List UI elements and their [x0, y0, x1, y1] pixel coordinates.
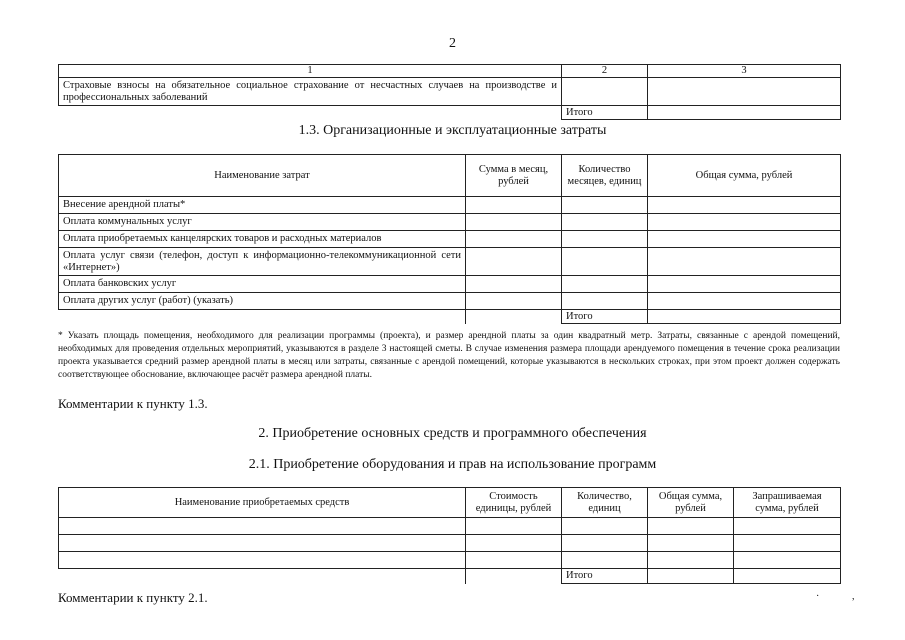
table-cell — [648, 106, 841, 120]
comment-1-3: Комментарии к пункту 1.3. — [58, 396, 208, 411]
table-cell — [466, 276, 562, 293]
row-label: Оплата других услуг (работ) (указать) — [59, 293, 466, 310]
table-cell — [648, 214, 841, 231]
column-number-3: 3 — [648, 65, 841, 78]
table-cell — [466, 214, 562, 231]
table-cell — [562, 78, 648, 106]
table-cell — [466, 552, 562, 569]
header-quantity: Количество, единиц — [562, 488, 648, 518]
table-cell — [562, 214, 648, 231]
table-cell — [648, 197, 841, 214]
table-cell — [466, 197, 562, 214]
scan-mark: · — [816, 591, 820, 602]
empty-cell — [59, 569, 466, 584]
table-cell — [648, 518, 734, 535]
table-cell — [648, 293, 841, 310]
table-cell — [648, 248, 841, 276]
section-title-2-1: 2.1. Приобретение оборудования и прав на использование программ — [248, 457, 657, 472]
table-insurance — [58, 64, 841, 120]
table-cell — [562, 552, 648, 569]
header-months: Количество месяцев, единиц — [562, 155, 648, 197]
table-cell — [466, 248, 562, 276]
table-cell — [562, 276, 648, 293]
row-label: Оплата коммунальных услуг — [59, 214, 466, 231]
table-cell — [734, 535, 841, 552]
section-title-1-3: 1.3. Организационные и эксплуатационные затраты — [298, 123, 607, 138]
page-number: 2 — [449, 36, 456, 51]
table-cell — [648, 552, 734, 569]
table-cell — [648, 535, 734, 552]
table-cell — [648, 569, 734, 584]
header-unit-cost: Стоимость единицы, рублей — [466, 488, 562, 518]
table-cell — [562, 248, 648, 276]
insurance-row-label: Страховые взносы на обязательное социальное страхование от несчастных случаев на производстве и профессиональных заболеваний — [59, 78, 562, 106]
table-cell — [562, 293, 648, 310]
empty-cell — [59, 310, 466, 324]
table-cell — [562, 535, 648, 552]
empty-cell — [59, 106, 562, 120]
table-cell — [59, 552, 466, 569]
table-cell — [466, 535, 562, 552]
table-equipment — [58, 487, 841, 584]
header-total: Общая сумма, рублей — [648, 155, 841, 197]
table-cell — [59, 535, 466, 552]
table-operating-costs — [58, 154, 841, 324]
table-cell — [648, 78, 841, 106]
row-label: Оплата банковских услуг — [59, 276, 466, 293]
row-label: Оплата приобретаемых канцелярских товаров и расходных материалов — [59, 231, 466, 248]
header-cost-name: Наименование затрат — [59, 155, 466, 197]
table-cell — [648, 231, 841, 248]
table-cell — [734, 518, 841, 535]
scan-mark: , — [852, 591, 855, 602]
column-number-1: 1 — [59, 65, 562, 78]
table-cell — [648, 276, 841, 293]
empty-cell — [466, 310, 562, 324]
row-label: Внесение арендной платы* — [59, 197, 466, 214]
footnote: * Указать площадь помещения, необходимого для реализации программы (проекта), и размер арендной платы за один квадратный метр. Затраты, связанные с арендой помещений, необходимых для проведения отдельных мероприятий, указываются в разделе 3 настоящей сметы. В случае изменения размера площади арендуемого помещения в течение срока реализации проекта указывается средний размер арендной платы в месяц или затраты, связанные с арендой помещений, которые указываются в нескольких строках, при этом проект должен содержать соответствующее обоснование, включающее расчёт размера арендной платы. — [58, 331, 840, 380]
table-cell — [562, 518, 648, 535]
header-total-sum: Общая сумма, рублей — [648, 488, 734, 518]
table-cell — [734, 569, 841, 584]
table-cell — [648, 310, 841, 324]
table-cell — [466, 518, 562, 535]
table-cell — [466, 293, 562, 310]
header-sum-month: Сумма в месяц, рублей — [466, 155, 562, 197]
table-cell — [734, 552, 841, 569]
table-cell — [562, 231, 648, 248]
column-number-2: 2 — [562, 65, 648, 78]
total-label: Итого — [562, 310, 648, 324]
table-cell — [562, 197, 648, 214]
total-label: Итого — [562, 106, 648, 120]
table-cell — [59, 518, 466, 535]
row-label: Оплата услуг связи (телефон, доступ к информационно-телекоммуникационной сети «Интернет») — [59, 248, 466, 276]
table-cell — [466, 231, 562, 248]
header-requested-sum: Запрашиваемая сумма, рублей — [734, 488, 841, 518]
header-asset-name: Наименование приобретаемых средств — [59, 488, 466, 518]
comment-2-1: Комментарии к пункту 2.1. — [58, 590, 208, 605]
total-label: Итого — [562, 569, 648, 584]
empty-cell — [466, 569, 562, 584]
section-title-2: 2. Приобретение основных средств и программного обеспечения — [258, 426, 647, 441]
